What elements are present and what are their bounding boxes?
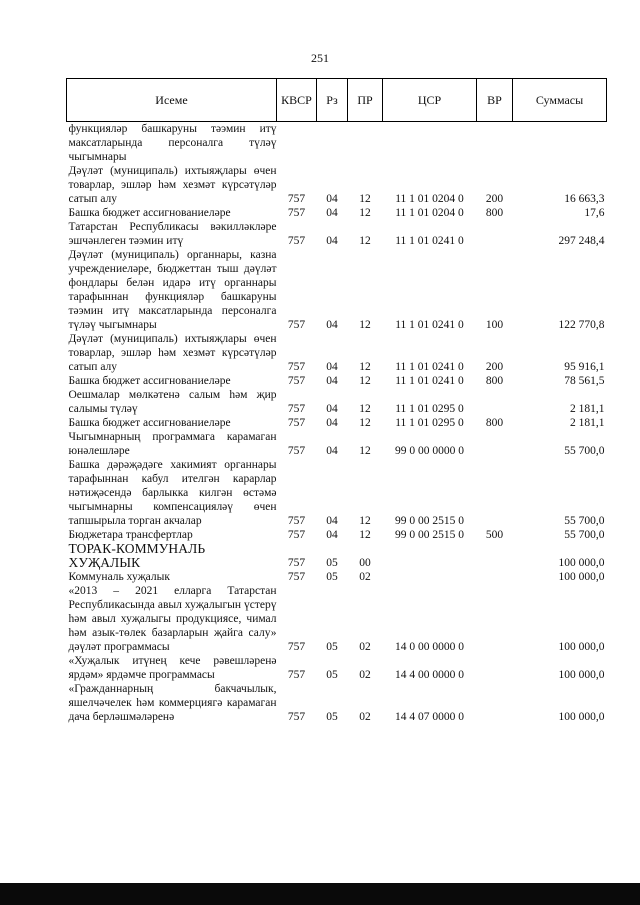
cell-rz: 04 [326, 445, 338, 457]
cell-kvsr: 757 [287, 193, 306, 205]
scan-bottom-border [0, 883, 640, 905]
cell-csr: 99 0 00 0000 0 [395, 445, 464, 457]
cell-kvsr: 757 [287, 207, 306, 219]
cell-pr: 12 [359, 235, 371, 247]
table-row [67, 206, 607, 220]
cell-name: Татарстан Республикасы вәкилләкләре эшчәнлеген тәэмин итү [68, 221, 277, 247]
cell-sum: 17,6 [584, 207, 605, 219]
cell-name: Дәүләт (муниципаль) органнары, казна учреждениеләре, бюджеттан тыш дәүләт фондлары белән идарә итү органнары тарафыннан функцияләр башкаруны тәэмин итү максатларында персоналга түләү чыгымнары [68, 249, 277, 331]
cell-rz: 04 [326, 193, 338, 205]
cell-vr [477, 542, 513, 570]
cell-sum [513, 122, 607, 165]
cell-name: Дәүләт (муниципаль) ихтыяҗлары өчен товарлар, эшләр һәм хезмәт күрсәтүләр сатып алу [68, 333, 277, 373]
cell-pr: 12 [359, 417, 371, 429]
cell-kvsr: 757 [287, 515, 306, 527]
cell-sum: 55 700,0 [564, 515, 605, 527]
cell-rz: 04 [326, 361, 338, 373]
table-row [67, 416, 607, 430]
cell-name: Оешмалар мөлкәтенә салым һәм җир салымы түләү [68, 389, 277, 415]
cell-rz: 05 [326, 711, 338, 723]
cell-name: Башка бюджет ассигнованиеләре [68, 375, 231, 387]
cell-rz: 04 [326, 319, 338, 331]
cell-kvsr: 757 [287, 403, 306, 415]
page-number: 251 [311, 51, 329, 65]
cell-sum: 100 000,0 [558, 669, 605, 681]
header-kvsr: КВСР [277, 79, 317, 122]
cell-csr [383, 570, 477, 584]
cell-sum: 78 561,5 [564, 375, 605, 387]
cell-rz: 04 [326, 529, 338, 541]
cell-pr: 02 [359, 641, 371, 653]
table-row [67, 682, 607, 724]
cell-vr [477, 570, 513, 584]
cell-pr: 12 [359, 529, 371, 541]
header-name: Исеме [67, 79, 277, 122]
cell-sum: 16 663,3 [564, 193, 605, 205]
cell-sum: 122 770,8 [558, 319, 605, 331]
cell-kvsr: 757 [287, 557, 306, 569]
cell-rz: 05 [326, 669, 338, 681]
table-row [67, 570, 607, 584]
cell-sum: 55 700,0 [564, 445, 605, 457]
table-row [67, 122, 607, 165]
cell-rz: 04 [326, 375, 338, 387]
cell-kvsr: 757 [287, 445, 306, 457]
cell-pr: 02 [359, 669, 371, 681]
cell-pr: 12 [359, 445, 371, 457]
cell-csr: 14 4 07 0000 0 [395, 711, 464, 723]
cell-csr: 14 4 00 0000 0 [395, 669, 464, 681]
cell-vr [477, 584, 513, 654]
cell-kvsr: 757 [287, 571, 306, 583]
cell-csr: 11 1 01 0241 0 [395, 361, 464, 373]
cell-csr: 11 1 01 0241 0 [395, 319, 464, 331]
cell-name: «Хуҗалык итүнең кече рәвешләренә ярдәм» ярдәмче программасы [68, 655, 277, 681]
cell-vr [477, 654, 513, 682]
cell-pr: 00 [359, 557, 371, 569]
cell-vr: 800 [485, 417, 504, 429]
table-row [67, 542, 607, 570]
cell-rz: 05 [326, 571, 338, 583]
cell-rz: 04 [326, 515, 338, 527]
cell-csr: 11 1 01 0241 0 [395, 235, 464, 247]
cell-vr [477, 388, 513, 416]
cell-vr: 500 [485, 529, 504, 541]
cell-kvsr: 757 [287, 529, 306, 541]
cell-sum: 100 000,0 [558, 557, 605, 569]
table-row [67, 458, 607, 528]
cell-name: ТОРАК-КОММУНАЛЬ ХУҖАЛЫК [68, 541, 206, 570]
cell-kvsr: 757 [287, 711, 306, 723]
table-row [67, 332, 607, 374]
cell-name: Коммуналь хуҗалык [68, 571, 170, 583]
table-row [67, 164, 607, 206]
cell-sum: 95 916,1 [564, 361, 605, 373]
cell-pr: 12 [359, 319, 371, 331]
cell-sum: 100 000,0 [558, 571, 605, 583]
cell-pr: 02 [359, 711, 371, 723]
cell-csr: 11 1 01 0295 0 [395, 403, 464, 415]
cell-vr [477, 122, 513, 165]
cell-pr: 12 [359, 403, 371, 415]
cell-kvsr: 757 [287, 375, 306, 387]
cell-pr: 02 [359, 571, 371, 583]
cell-vr: 200 [485, 361, 504, 373]
table-row [67, 374, 607, 388]
cell-sum: 55 700,0 [564, 529, 605, 541]
cell-rz [317, 122, 348, 165]
cell-vr [477, 220, 513, 248]
cell-name: Башка бюджет ассигнованиеләре [68, 207, 231, 219]
cell-pr: 12 [359, 515, 371, 527]
cell-sum: 2 181,1 [570, 403, 605, 415]
cell-name: Бюджетара трансфертлар [68, 529, 193, 541]
cell-csr: 99 0 00 2515 0 [395, 529, 464, 541]
cell-csr: 99 0 00 2515 0 [395, 515, 464, 527]
cell-rz: 04 [326, 207, 338, 219]
cell-csr: 11 1 01 0204 0 [395, 193, 464, 205]
cell-name: Дәүләт (муниципаль) ихтыяҗлары өчен товарлар, эшләр һәм хезмәт күрсәтүләр сатып алу [68, 165, 277, 205]
cell-vr [477, 430, 513, 458]
cell-csr [383, 542, 477, 570]
cell-name: «Гражданнарның бакчачылык, яшелчәчелек һәм коммерциягә карамаган дача берләшмәләренә [68, 683, 277, 723]
cell-rz: 04 [326, 417, 338, 429]
cell-csr: 11 1 01 0295 0 [395, 417, 464, 429]
cell-kvsr: 757 [287, 641, 306, 653]
cell-kvsr: 757 [287, 669, 306, 681]
cell-name: Чыгымнарның программага карамаган юнәлешләре [68, 431, 277, 457]
cell-sum: 100 000,0 [558, 711, 605, 723]
cell-kvsr: 757 [287, 361, 306, 373]
cell-pr: 12 [359, 193, 371, 205]
cell-csr [383, 122, 477, 165]
cell-kvsr: 757 [287, 417, 306, 429]
table-row [67, 220, 607, 248]
cell-name: функцияләр башкаруны тәэмин итү максатларында персоналга түләү чыгымнары [68, 123, 277, 163]
table-row [67, 654, 607, 682]
header-rz: Рз [317, 79, 348, 122]
cell-vr [477, 682, 513, 724]
cell-rz: 05 [326, 557, 338, 569]
cell-csr: 11 1 01 0204 0 [395, 207, 464, 219]
table-row [67, 430, 607, 458]
cell-vr: 200 [485, 193, 504, 205]
budget-table [66, 78, 607, 724]
cell-kvsr: 757 [287, 319, 306, 331]
header-pr: ПР [348, 79, 383, 122]
cell-pr [348, 122, 383, 165]
cell-vr: 800 [485, 375, 504, 387]
table-row [67, 584, 607, 654]
table-row [67, 388, 607, 416]
table-header-row [67, 79, 607, 122]
cell-pr: 12 [359, 361, 371, 373]
header-sum: Суммасы [513, 79, 607, 122]
cell-rz: 04 [326, 235, 338, 247]
cell-pr: 12 [359, 375, 371, 387]
table-row [67, 248, 607, 332]
cell-name: Башка бюджет ассигнованиеләре [68, 417, 231, 429]
cell-sum: 297 248,4 [558, 235, 605, 247]
cell-kvsr [277, 122, 317, 165]
cell-vr: 100 [485, 319, 504, 331]
cell-sum: 100 000,0 [558, 641, 605, 653]
cell-csr: 11 1 01 0241 0 [395, 375, 464, 387]
cell-name: «2013 – 2021 елларга Татарстан Республикасында авыл хуҗалыгын үстерү һәм авыл хуҗалыгы продукциясе, чимал һәм азык-төлек базарларын җайга салу» дәүләт программасы [68, 585, 277, 653]
cell-rz: 04 [326, 403, 338, 415]
cell-pr: 12 [359, 207, 371, 219]
cell-csr: 14 0 00 0000 0 [395, 641, 464, 653]
cell-kvsr: 757 [287, 235, 306, 247]
cell-vr: 800 [485, 207, 504, 219]
header-vr: ВР [477, 79, 513, 122]
cell-sum: 2 181,1 [570, 417, 605, 429]
cell-name: Башка дәрәҗәдәге хакимият органнары тарафыннан кабул ителгән карарлар нәтиҗәсендә барлыкка килгән өстәмә чыгымнарны компенсацияләү өчен тапшырыла торган акчалар [68, 459, 277, 527]
cell-vr [477, 458, 513, 528]
table-row [67, 528, 607, 542]
header-csr: ЦСР [383, 79, 477, 122]
cell-rz: 05 [326, 641, 338, 653]
